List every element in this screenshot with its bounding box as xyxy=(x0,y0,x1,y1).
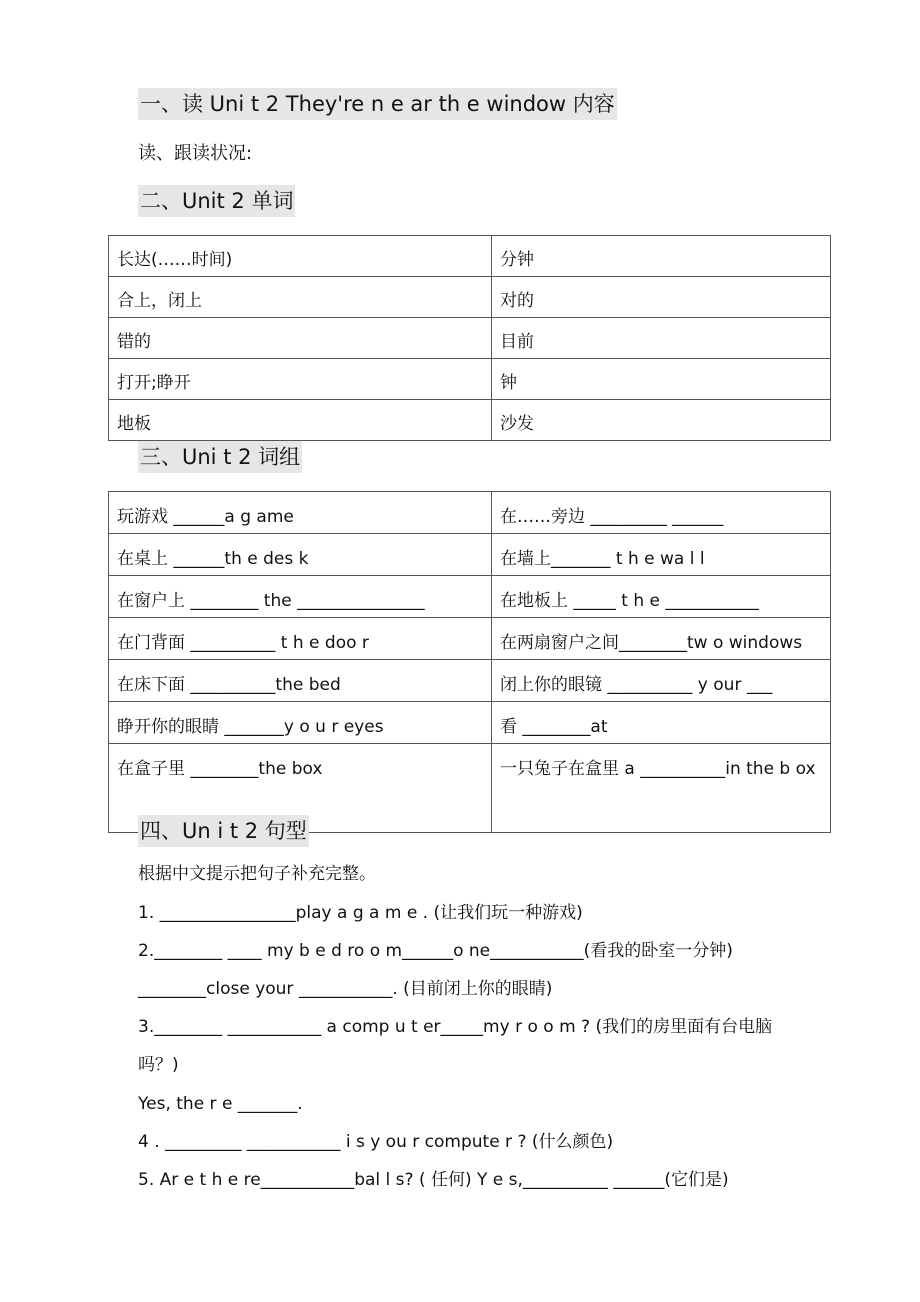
table-row xyxy=(109,492,831,534)
table-row xyxy=(109,534,831,576)
vocab-cell: 合上，闭上 xyxy=(109,277,492,318)
vocab-cell: 打开;睁开 xyxy=(109,359,492,400)
phrase-cell: 在……旁边 _________ ______ xyxy=(492,492,831,534)
vocab-cell: 钟 xyxy=(492,359,831,400)
table-row xyxy=(109,660,831,702)
vocab-cell: 对的 xyxy=(492,277,831,318)
exercise-line: ________close your ___________. (目前闭上你的眼睛) xyxy=(138,979,553,999)
phrases-table xyxy=(108,491,831,833)
table-row xyxy=(109,400,831,441)
phrase-cell: 在床下面 __________the bed xyxy=(109,660,492,702)
phrase-cell: 在桌上 ______th e des k xyxy=(109,534,492,576)
vocab-cell: 目前 xyxy=(492,318,831,359)
section-4-heading: 四、Un i t 2 句型 xyxy=(138,815,309,847)
phrase-cell: 睁开你的眼睛 _______y o u r eyes xyxy=(109,702,492,744)
phrase-cell: 在窗户上 ________ the _______________ xyxy=(109,576,492,618)
section-3-heading: 三、Uni t 2 词组 xyxy=(138,441,302,473)
exercise-line: 4 . _________ ___________ i s y ou r compute r ? (什么颜色) xyxy=(138,1132,614,1152)
phrase-cell: 在门背面 __________ t h e doo r xyxy=(109,618,492,660)
exercise-line: 2.________ ____ my b e d ro o m______o ne___________(看我的卧室一分钟) xyxy=(138,941,733,961)
table-row xyxy=(109,359,831,400)
phrase-cell: 一只兔子在盒里 a __________in the b ox xyxy=(492,744,831,833)
section-1-heading: 一、读 Uni t 2 They're n e ar th e window 内容 xyxy=(138,88,617,120)
vocab-cell: 错的 xyxy=(109,318,492,359)
table-row xyxy=(109,318,831,359)
vocab-cell: 地板 xyxy=(109,400,492,441)
instruction-text: 根据中文提示把句子补充完整。 xyxy=(138,864,376,884)
phrase-cell: 在两扇窗户之间________tw o windows xyxy=(492,618,831,660)
phrase-cell: 闭上你的眼镜 __________ y our ___ xyxy=(492,660,831,702)
exercise-line: 吗？) xyxy=(138,1055,179,1075)
phrase-cell: 在墙上_______ t h e wa l l xyxy=(492,534,831,576)
vocab-cell: 沙发 xyxy=(492,400,831,441)
exercise-line: 1. ________________play a g a m e . (让我们玩一种游戏) xyxy=(138,903,583,923)
section-2-heading: 二、Unit 2 单词 xyxy=(138,185,295,217)
exercise-line: Yes, the r e _______. xyxy=(138,1094,303,1114)
exercise-line: 3.________ ___________ a comp u t er_____my r o o m ? (我们的房里面有台电脑 xyxy=(138,1017,773,1037)
phrase-cell: 玩游戏 ______a g ame xyxy=(109,492,492,534)
vocab-cell: 长达(……时间) xyxy=(109,236,492,277)
table-row xyxy=(109,702,831,744)
exercise-line: 5. Ar e t h e re___________bal l s? ( 任何) Y e s,__________ ______(它们是) xyxy=(138,1170,729,1190)
table-row xyxy=(109,236,831,277)
phrase-cell: 在盒子里 ________the box xyxy=(109,744,492,833)
table-row xyxy=(109,277,831,318)
table-row xyxy=(109,576,831,618)
reading-status-note: 读、跟读状况: xyxy=(138,143,253,164)
phrase-cell: 在地板上 _____ t h e ___________ xyxy=(492,576,831,618)
table-row xyxy=(109,618,831,660)
vocabulary-table xyxy=(108,235,831,441)
phrase-cell: 看 ________at xyxy=(492,702,831,744)
vocab-cell: 分钟 xyxy=(492,236,831,277)
